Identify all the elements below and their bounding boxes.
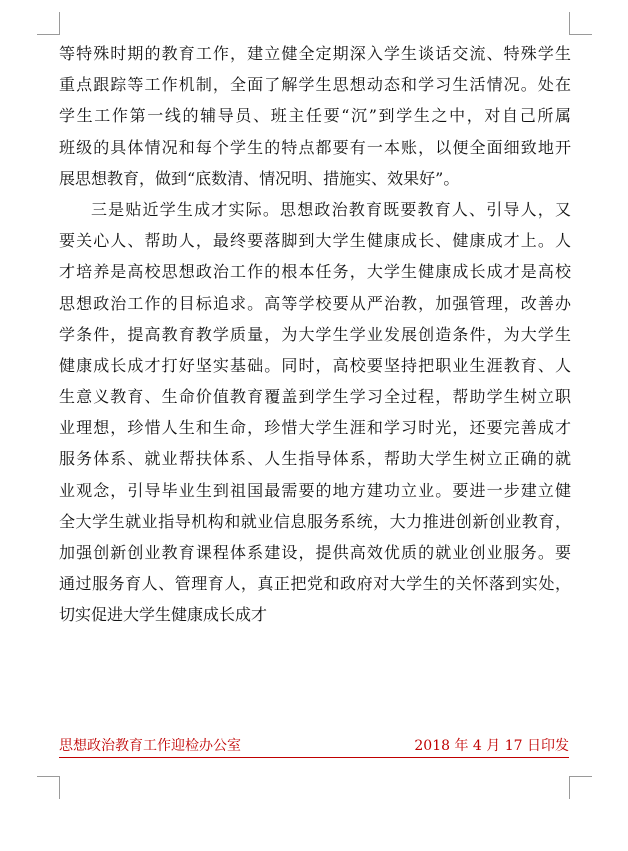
text-line: 重点跟踪等工作机制，全面了解学生思想动态和学习生活情况。处在 <box>59 75 571 95</box>
issue-date: 2018 年 4 月 17 日印发 <box>414 738 569 754</box>
text-line: 才培养是高校思想政治工作的根本任务，大学生健康成长成才是高校 <box>59 262 571 282</box>
text-line: 展思想教育，做到“底数清、情况明、措施实、效果好”。 <box>59 168 460 188</box>
text-line: 学条件，提高教育教学质量，为大学生学业发展创造条件，为大学生 <box>59 324 571 344</box>
text-line: 通过服务育人、管理育人，真正把党和政府对大学生的关怀落到实处， <box>59 574 571 594</box>
text-line: 服务体系、就业帮扶体系、人生指导体系，帮助大学生树立正确的就 <box>59 449 571 469</box>
text-line: 切实促进大学生健康成长成才 <box>59 605 268 625</box>
text-line: 要关心人、帮助人，最终要落脚到大学生健康成长、健康成才上。人 <box>59 231 571 251</box>
text-line: 加强创新创业教育课程体系建设，提供高效优质的就业创业服务。要 <box>59 543 571 562</box>
text-line: 健康成长成才打好坚实基础。同时，高校要坚持把职业生涯教育、人 <box>59 355 571 375</box>
text-line: 等特殊时期的教育工作，建立健全定期深入学生谈话交流、特殊学生 <box>59 44 571 63</box>
text-line: 思想政治工作的目标追求。高等学校要从严治教，加强管理，改善办 <box>59 293 571 313</box>
text-line: 学生工作第一线的辅导员、班主任要“沉”到学生之中，对自己所属 <box>59 106 571 126</box>
crop-mark-top-right <box>569 12 592 35</box>
document-body <box>59 38 571 631</box>
crop-mark-bottom-right <box>569 776 592 799</box>
paragraph-first-line: 三是贴近学生成才实际。思想政治教育既要教育人、引导人，又 <box>91 199 571 219</box>
crop-mark-bottom-left <box>37 776 60 799</box>
text-line: 全大学生就业指导机构和就业信息服务系统，大力推进创新创业教育， <box>59 511 571 531</box>
text-line: 业理想，珍惜人生和生命，珍惜大学生涯和学习时光，还要完善成才 <box>59 418 571 438</box>
text-line: 生意义教育、生命价值教育覆盖到学生学习全过程，帮助学生树立职 <box>59 387 571 407</box>
crop-mark-top-left <box>37 12 60 35</box>
text-line: 业观念，引导毕业生到祖国最需要的地方建功立业。要进一步建立健 <box>59 480 571 500</box>
document-footer <box>59 737 569 758</box>
issuing-office: 思想政治教育工作迎检办公室 <box>59 738 241 754</box>
text-line: 班级的具体情况和每个学生的特点都要有一本账，以便全面细致地开 <box>59 137 571 157</box>
